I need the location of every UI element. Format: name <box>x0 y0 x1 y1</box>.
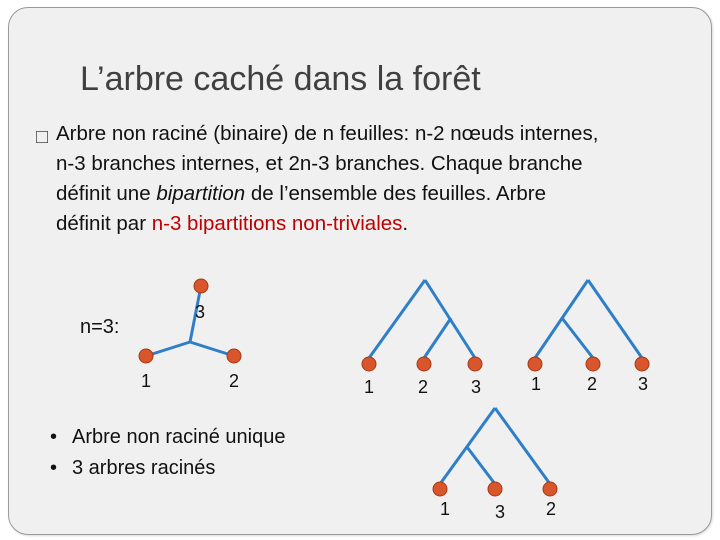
bipartition-term: bipartition <box>156 182 246 205</box>
paragraph-line-1: Arbre non raciné (binaire) de n feuilles: n-2 nœuds internes, <box>56 122 599 145</box>
note-text: 3 arbres racinés <box>72 457 216 479</box>
note-bullet: • <box>50 426 58 448</box>
leaf-node <box>488 482 502 496</box>
tree-edge <box>467 447 495 484</box>
leaf-node <box>586 357 600 371</box>
leaf-node <box>139 349 153 363</box>
n-equals-label: n=3: <box>80 316 120 338</box>
tree-edge <box>562 318 593 358</box>
leaf-node <box>227 349 241 363</box>
tree-edge <box>369 280 425 358</box>
unrooted-leaf-label-3: 3 <box>195 302 206 322</box>
unrooted-tree <box>139 279 241 391</box>
unrooted-leaf-label-1: 1 <box>141 371 152 391</box>
rooted-tree-a <box>362 280 482 397</box>
rooted-tree-c <box>433 408 557 522</box>
leaf-node <box>468 357 482 371</box>
leaf-node <box>417 357 431 371</box>
paragraph-line-2: n-3 branches internes, et 2n-3 branches. Chaque branche <box>56 152 583 175</box>
rooted-tree-b <box>528 280 649 394</box>
slide-title: L’arbre caché dans la forêt <box>80 60 481 98</box>
tree-c-leaf-label-2: 2 <box>546 499 557 519</box>
leaf-node <box>433 482 447 496</box>
leaf-node <box>194 279 208 293</box>
bullet-box-icon: □ <box>36 126 49 148</box>
tree-a-leaf-label-2: 2 <box>418 377 429 397</box>
tree-b-leaf-label-3: 3 <box>638 374 649 394</box>
leaf-node <box>362 357 376 371</box>
tree-b-leaf-label-1: 1 <box>531 374 542 394</box>
tree-edge <box>495 408 550 484</box>
note-text: Arbre non raciné unique <box>72 426 286 448</box>
tree-a-leaf-label-1: 1 <box>364 377 375 397</box>
line-4-end: . <box>402 212 409 235</box>
leaf-node <box>543 482 557 496</box>
note-item <box>50 453 285 484</box>
notes-list <box>50 422 285 484</box>
tree-c-leaf-label-3: 3 <box>495 502 506 522</box>
tree-c-leaf-label-1: 1 <box>440 499 451 519</box>
leaf-node <box>635 357 649 371</box>
tree-a-leaf-label-3: 3 <box>471 377 482 397</box>
nontrivial-bipartitions-highlight: n-3 bipartitions non-triviales <box>151 212 403 235</box>
leaf-node <box>528 357 542 371</box>
note-bullet: • <box>50 457 58 479</box>
tree-b-leaf-label-2: 2 <box>587 374 598 394</box>
line-3-end: de l’ensemble des feuilles. Arbre <box>245 182 547 205</box>
tree-edge <box>424 318 451 358</box>
line-3-start: définit une <box>56 182 157 205</box>
tree-edge <box>588 280 642 358</box>
note-item <box>50 422 285 453</box>
unrooted-leaf-label-2: 2 <box>229 371 240 391</box>
line-4-start: définit par <box>56 212 152 235</box>
